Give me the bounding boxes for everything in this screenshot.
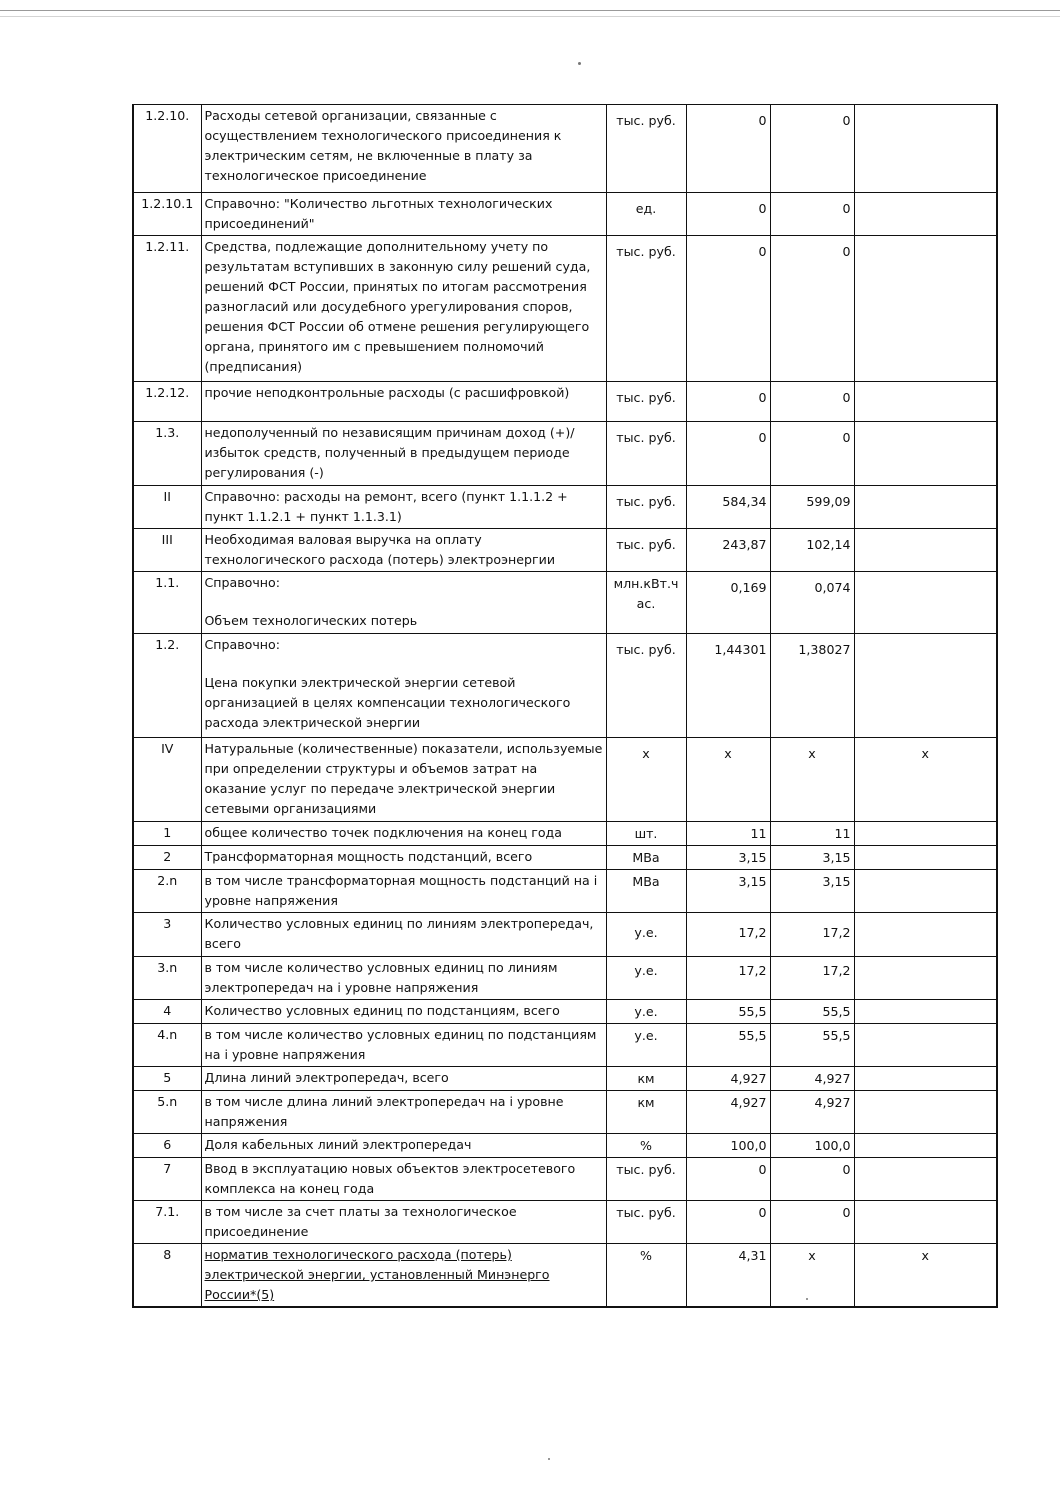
row-description: Длина линий электропередач, всего [201, 1067, 606, 1091]
row-value-2: 599,09 [770, 486, 854, 529]
scan-edge-line [0, 10, 1060, 11]
row-description [201, 572, 606, 634]
row-value-2: 0 [770, 1158, 854, 1201]
table-row [133, 529, 997, 572]
row-value-1: 0 [686, 422, 770, 486]
table-row [133, 486, 997, 529]
row-number: III [133, 529, 201, 572]
row-number: 2.n [133, 870, 201, 913]
row-value-3: х [854, 1244, 997, 1308]
row-description-main: Цена покупки электрической энергии сетевой организацией в целях компенсации технологического расхода электрической энергии [204, 675, 571, 730]
table-row [133, 193, 997, 236]
row-value-2: 1,38027 [770, 634, 854, 738]
row-value-2: 0 [770, 382, 854, 422]
row-number: 5 [133, 1067, 201, 1091]
row-description: Трансформаторная мощность подстанций, всего [201, 846, 606, 870]
row-number: 1.2.10.1 [133, 193, 201, 236]
row-unit: км [606, 1091, 686, 1134]
row-value-1: 4,927 [686, 1067, 770, 1091]
row-number: 7.1. [133, 1201, 201, 1244]
row-value-1: 0,169 [686, 572, 770, 634]
row-value-3 [854, 572, 997, 634]
row-unit: МВа [606, 846, 686, 870]
row-value-3 [854, 1134, 997, 1158]
row-number: 1.3. [133, 422, 201, 486]
row-value-2: 0 [770, 105, 854, 193]
row-unit: шт. [606, 822, 686, 846]
row-unit: тыс. руб. [606, 422, 686, 486]
row-value-1: 3,15 [686, 870, 770, 913]
row-value-3 [854, 236, 997, 382]
row-description-note: Справочно: [204, 637, 280, 652]
table-row [133, 1244, 997, 1308]
table-row [133, 422, 997, 486]
row-value-1: 17,2 [686, 957, 770, 1000]
row-value-3 [854, 1067, 997, 1091]
row-value-2: 4,927 [770, 1091, 854, 1134]
row-number: 8 [133, 1244, 201, 1308]
row-value-2: 17,2 [770, 913, 854, 957]
row-description [201, 634, 606, 738]
table-row [133, 1091, 997, 1134]
row-value-2: 17,2 [770, 957, 854, 1000]
row-number: 6 [133, 1134, 201, 1158]
table-row [133, 105, 997, 193]
row-number: 1.2. [133, 634, 201, 738]
row-description-main: Объем технологических потерь [204, 613, 418, 628]
row-value-1: 55,5 [686, 1024, 770, 1067]
table-row [133, 1024, 997, 1067]
row-value-1: 0 [686, 105, 770, 193]
row-number: 1.2.10. [133, 105, 201, 193]
row-number: 7 [133, 1158, 201, 1201]
row-unit: млн.кВт.ч ас. [606, 572, 686, 634]
row-number: 3.n [133, 957, 201, 1000]
table-row [133, 913, 997, 957]
row-value-2: 55,5 [770, 1000, 854, 1024]
row-number: 1.1. [133, 572, 201, 634]
row-number: 1.2.11. [133, 236, 201, 382]
row-value-2: 3,15 [770, 870, 854, 913]
table-row [133, 1201, 997, 1244]
row-number: 1 [133, 822, 201, 846]
row-value-3 [854, 1024, 997, 1067]
row-value-1: 0 [686, 236, 770, 382]
row-value-2: х [770, 1244, 854, 1308]
table-row [133, 382, 997, 422]
row-value-2: 0 [770, 193, 854, 236]
row-value-2: 11 [770, 822, 854, 846]
row-value-3 [854, 634, 997, 738]
row-number: 2 [133, 846, 201, 870]
row-number: II [133, 486, 201, 529]
table-row [133, 1067, 997, 1091]
row-description: в том числе количество условных единиц по подстанциям на i уровне напряжения [201, 1024, 606, 1067]
row-unit: км [606, 1067, 686, 1091]
row-description: общее количество точек подключения на конец года [201, 822, 606, 846]
row-value-3 [854, 870, 997, 913]
row-value-1: 243,87 [686, 529, 770, 572]
row-unit: тыс. руб. [606, 382, 686, 422]
row-unit: тыс. руб. [606, 486, 686, 529]
row-value-1: 17,2 [686, 913, 770, 957]
row-unit: ед. [606, 193, 686, 236]
row-value-2: 0 [770, 422, 854, 486]
table-row [133, 846, 997, 870]
row-value-3 [854, 486, 997, 529]
row-description: Расходы сетевой организации, связанные с осуществлением технологического присоединения к электрическим сетям, не включенные в плату за технологическое присоединение [201, 105, 606, 193]
table-row [133, 738, 997, 822]
row-value-1: 0 [686, 1158, 770, 1201]
row-value-3 [854, 846, 997, 870]
row-value-1: 0 [686, 382, 770, 422]
row-value-1: 55,5 [686, 1000, 770, 1024]
table-row [133, 572, 997, 634]
row-value-3 [854, 957, 997, 1000]
row-unit: х [606, 738, 686, 822]
row-number: 5.n [133, 1091, 201, 1134]
row-description: в том числе количество условных единиц по линиям электропередач на i уровне напряжения [201, 957, 606, 1000]
row-unit: тыс. руб. [606, 1158, 686, 1201]
row-number: IV [133, 738, 201, 822]
row-unit: МВа [606, 870, 686, 913]
row-value-3 [854, 105, 997, 193]
row-value-3 [854, 382, 997, 422]
row-value-3: х [854, 738, 997, 822]
row-unit: тыс. руб. [606, 634, 686, 738]
row-description: Количество условных единиц по линиям электропередач, всего [201, 913, 606, 957]
row-description: недополученный по независящим причинам доход (+)/избыток средств, полученный в предыдущем периоде регулирования (-) [201, 422, 606, 486]
row-value-2: 3,15 [770, 846, 854, 870]
row-description: норматив технологического расхода (потерь) электрической энергии, установленный Минэнерго России*(5) [201, 1244, 606, 1308]
scan-speck [578, 62, 581, 65]
row-value-1: 1,44301 [686, 634, 770, 738]
row-unit: у.е. [606, 1024, 686, 1067]
row-value-1: 4,31 [686, 1244, 770, 1308]
row-value-1: 0 [686, 193, 770, 236]
row-value-1: 4,927 [686, 1091, 770, 1134]
row-value-2: 55,5 [770, 1024, 854, 1067]
row-value-2: 100,0 [770, 1134, 854, 1158]
row-unit: у.е. [606, 1000, 686, 1024]
row-unit: % [606, 1244, 686, 1308]
row-value-2: х [770, 738, 854, 822]
indicators-table [132, 104, 998, 1308]
row-description: Натуральные (количественные) показатели, используемые при определении структуры и объемов затрат на оказание услуг по передаче электрической энергии сетевыми организациями [201, 738, 606, 822]
row-value-1: 100,0 [686, 1134, 770, 1158]
row-value-1: 11 [686, 822, 770, 846]
row-value-3 [854, 1091, 997, 1134]
row-value-2: 0,074 [770, 572, 854, 634]
row-value-3 [854, 1158, 997, 1201]
row-description: в том числе за счет платы за технологическое присоединение [201, 1201, 606, 1244]
table-row [133, 1158, 997, 1201]
table-row [133, 822, 997, 846]
row-value-1: 584,34 [686, 486, 770, 529]
row-unit: тыс. руб. [606, 1201, 686, 1244]
row-description: Справочно: "Количество льготных технологических присоединений" [201, 193, 606, 236]
row-description: прочие неподконтрольные расходы (с расшифровкой) [201, 382, 606, 422]
row-number: 3 [133, 913, 201, 957]
row-number: 1.2.12. [133, 382, 201, 422]
row-value-2: 0 [770, 1201, 854, 1244]
table-row [133, 1134, 997, 1158]
row-number: 4 [133, 1000, 201, 1024]
row-value-2: 102,14 [770, 529, 854, 572]
row-description: в том числе длина линий электропередач на i уровне напряжения [201, 1091, 606, 1134]
row-value-3 [854, 1201, 997, 1244]
row-description: Средства, подлежащие дополнительному учету по результатам вступивших в законную силу решений суда, решений ФСТ России, принятых по итогам рассмотрения разногласий или досудебного урегулирования споров, решения ФСТ России об отмене решения регулирующего органа, принятого им с превышением полномочий (предписания) [201, 236, 606, 382]
table-row [133, 1000, 997, 1024]
row-unit: тыс. руб. [606, 529, 686, 572]
row-value-3 [854, 822, 997, 846]
row-value-3 [854, 422, 997, 486]
row-value-1: 3,15 [686, 846, 770, 870]
table-row [133, 957, 997, 1000]
row-value-3 [854, 1000, 997, 1024]
row-description: Ввод в эксплуатацию новых объектов электросетевого комплекса на конец года [201, 1158, 606, 1201]
scan-edge-line [0, 16, 1060, 17]
scan-speck [548, 1458, 550, 1460]
row-unit: тыс. руб. [606, 105, 686, 193]
row-description: Доля кабельных линий электропередач [201, 1134, 606, 1158]
row-number: 4.n [133, 1024, 201, 1067]
table-row [133, 870, 997, 913]
row-unit: у.е. [606, 913, 686, 957]
row-value-3 [854, 193, 997, 236]
row-description: Количество условных единиц по подстанциям, всего [201, 1000, 606, 1024]
row-unit: у.е. [606, 957, 686, 1000]
row-description: Справочно: расходы на ремонт, всего (пункт 1.1.1.2 + пункт 1.1.2.1 + пункт 1.1.3.1) [201, 486, 606, 529]
row-value-1: 0 [686, 1201, 770, 1244]
row-unit: % [606, 1134, 686, 1158]
table-row [133, 634, 997, 738]
row-description-note: Справочно: [204, 575, 280, 590]
row-description: в том числе трансформаторная мощность подстанций на i уровне напряжения [201, 870, 606, 913]
row-description: Необходимая валовая выручка на оплату технологического расхода (потерь) электроэнергии [201, 529, 606, 572]
row-value-2: 4,927 [770, 1067, 854, 1091]
row-value-3 [854, 913, 997, 957]
table-row [133, 236, 997, 382]
row-value-1: х [686, 738, 770, 822]
row-unit: тыс. руб. [606, 236, 686, 382]
row-value-3 [854, 529, 997, 572]
row-value-2: 0 [770, 236, 854, 382]
